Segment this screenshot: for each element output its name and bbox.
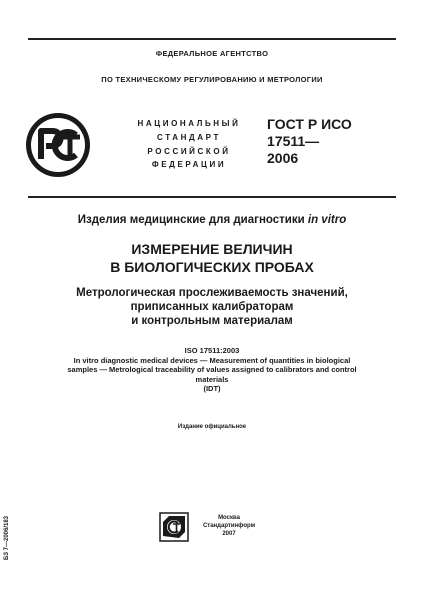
iso-number: ISO 17511:2003 xyxy=(184,346,240,355)
sub-title-line-1: Метрологическая прослеживаемость значений, xyxy=(76,287,348,299)
sub-title-line-2: приписанных калибраторам xyxy=(130,301,294,313)
publisher-city: Москва xyxy=(218,515,240,521)
category-italic: in vitro xyxy=(307,214,347,226)
side-code xyxy=(4,500,14,560)
sub-title xyxy=(0,286,424,328)
main-title-line-2: В БИОЛОГИЧЕСКИХ ПРОБАХ xyxy=(110,259,314,275)
sub-title-line-3: и контрольным материалам xyxy=(131,315,293,327)
main-title xyxy=(0,240,424,276)
designation-line-3: 2006 xyxy=(267,150,299,166)
designation-line-2: 17511— xyxy=(267,133,320,149)
top-rule xyxy=(28,38,396,40)
standartinform-logo-icon xyxy=(159,512,189,542)
iso-title-line-1: In vitro diagnostic medical devices — Measurement of quantities in biological xyxy=(73,355,351,365)
category-prefix: Изделия медицинские для диагностики xyxy=(77,214,308,226)
iso-title-line-3: materials xyxy=(195,374,229,384)
agency-line-2: ПО ТЕХНИЧЕСКОМУ РЕГУЛИРОВАНИЮ И МЕТРОЛОГИИ xyxy=(101,75,323,84)
national-standard-label xyxy=(128,117,250,172)
iso-title-line-2: samples — Metrological traceability of values assigned to calibrators and control xyxy=(67,365,357,375)
national-standard-line-1: НАЦИОНАЛЬНЫЙ xyxy=(137,119,241,128)
iso-reference xyxy=(20,346,404,394)
publisher-name: Стандартинформ xyxy=(202,523,256,529)
agency-line-1: ФЕДЕРАЛЬНОЕ АГЕНТСТВО xyxy=(155,49,269,58)
iso-identity: (IDT) xyxy=(203,384,221,394)
rst-certification-mark-icon xyxy=(24,111,92,179)
publisher-year: 2007 xyxy=(222,531,236,537)
main-title-line-1: ИЗМЕРЕНИЕ ВЕЛИЧИН xyxy=(131,241,293,257)
national-standard-line-3: РОССИЙСКОЙ xyxy=(147,146,231,156)
document-category xyxy=(0,214,424,226)
publisher-block xyxy=(199,514,259,538)
middle-rule xyxy=(28,196,396,198)
edition-label: Издание официальное xyxy=(177,424,247,430)
standard-designation xyxy=(267,116,352,167)
side-code-text: БЗ 7—2006/183 xyxy=(4,515,10,560)
national-standard-line-2: СТАНДАРТ xyxy=(157,132,221,142)
national-standard-line-4: ФЕДЕРАЦИИ xyxy=(151,160,227,170)
designation-line-1: ГОСТ Р ИСО xyxy=(267,116,352,132)
